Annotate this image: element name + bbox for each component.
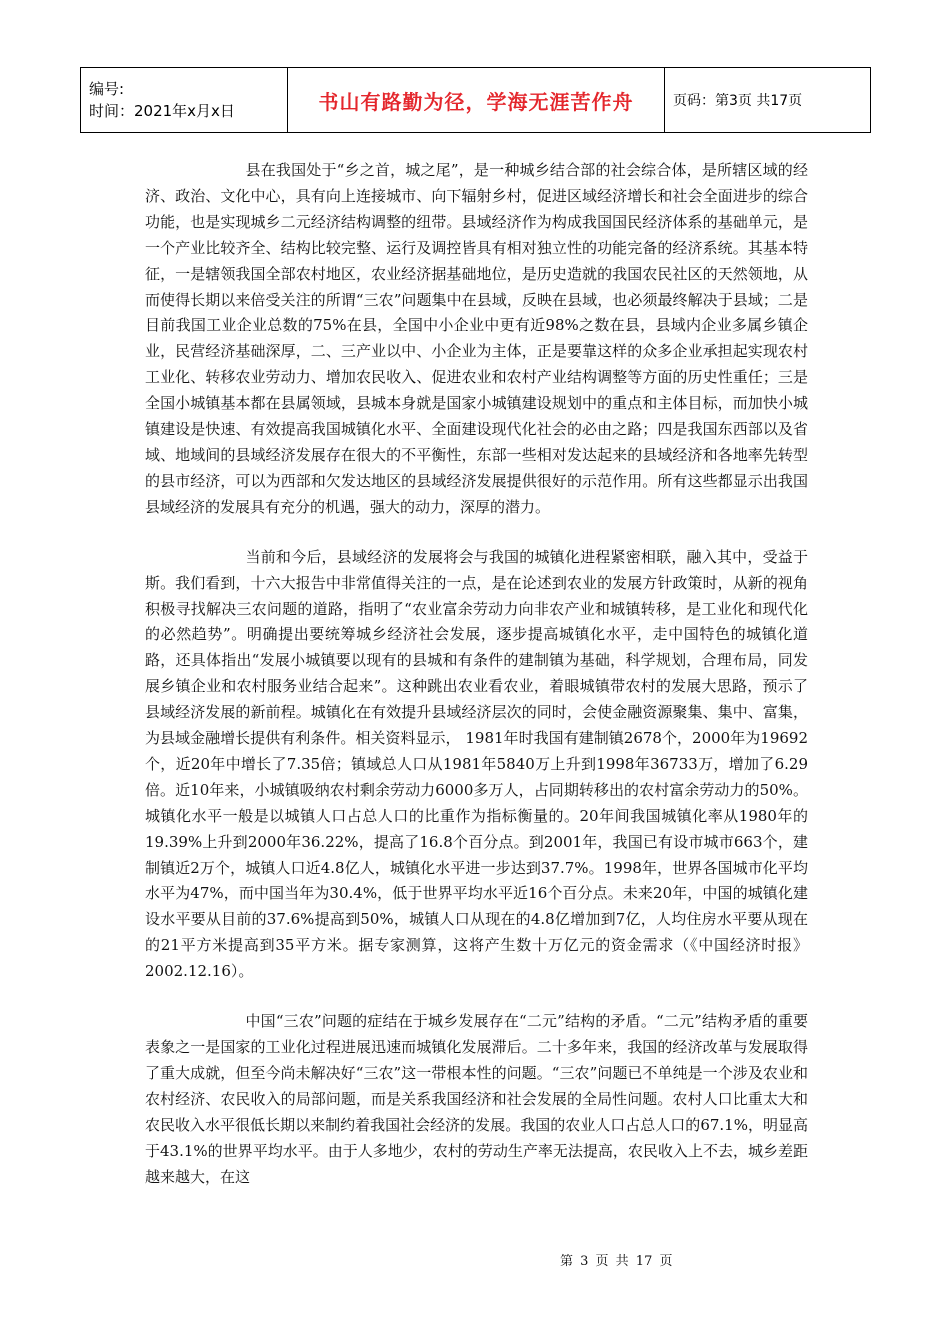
document-number-label: 编号: bbox=[89, 80, 125, 98]
header-motto: 书山有路勤为径，学海无涯苦作舟 bbox=[288, 68, 665, 133]
header-page-info: 页码：第3页 共17页 bbox=[665, 68, 871, 133]
header-table bbox=[80, 67, 871, 133]
paragraph-2: 当前和今后，县域经济的发展将会与我国的城镇化进程紧密相联，融入其中，受益于斯。我们看到，十六大报告中非常值得关注的一点，是在论述到农业的发展方针政策时，从新的视角积极寻找解决三农问题的道路，指明了“农业富余劳动力向非农产业和城镇转移，是工业化和现代化的必然趋势”。明确提出要统筹城乡经济社会发展，逐步提高城镇化水平，走中国特色的城镇化道路，还具体指出“发展小城镇要以现有的县城和有条件的建制镇为基础，科学规划，合理布局，同发展乡镇企业和农村服务业结合起来”。这种跳出农业看农业，着眼城镇带农村的发展大思路，预示了县域经济发展的新前程。城镇化在有效提升县域经济层次的同时，会使金融资源聚集、集中、富集，为县域金融增长提供有利条件。相关资料显示， 1981年时我国有建制镇2678个，2000年为19692个，近20年中增长了7.35倍；镇域总人口从1981年5840万上升到1998年36733万，增加了6.29倍。近10年来，小城镇吸纳农村剩余劳动力6000多万人，占同期转移出的农村富余劳动力的50%。城镇化水平一般是以城镇人口占总人口的比重作为指标衡量的。20年间我国城镇化率从1980年的19.39%上升到2000年36.22%，提高了16.8个百分点。到2001年，我国已有设市城市663个，建制镇近2万个，城镇人口近4.8亿人，城镇化水平进一步达到37.7%。1998年，世界各国城市化平均水平为47%，而中国当年为30.4%，低于世界平均水平近16个百分点。未来20年，中国的城镇化建设水平要从目前的37.6%提高到50%，城镇人口从现在的4.8亿增加到7亿，人均住房水平要从现在的21平方米提高到35平方米。据专家测算，这将产生数十万亿元的资金需求（《中国经济时报》2002.12.16）。 bbox=[145, 547, 808, 981]
paragraph-1: 县在我国处于“乡之首，城之尾”，是一种城乡结合部的社会综合体，是所辖区域的经济、政治、文化中心，具有向上连接城市、向下辐射乡村，促进区域经济增长和社会全面进步的综合功能，也是实现城乡二元经济结构调整的纽带。县域经济作为构成我国国民经济体系的基础单元，是一个产业比较齐全、结构比较完整、运行及调控皆具有相对独立性的功能完备的经济系统。其基本特征，一是辖领我国全部农村地区，农业经济据基础地位，是历史造就的我国农民社区的天然领地，从而使得长期以来倍受关注的所谓“三农”问题集中在县域，反映在县域，也必须最终解决于县域；二是目前我国工业企业总数的75%在县，全国中小企业中更有近98%之数在县，县域内企业多属乡镇企业，民营经济基础深厚，二、三产业以中、小企业为主体，正是要靠这样的众多企业承担起实现农村工业化、转移农业劳动力、增加农民收入、促进农业和农村产业结构调整等方面的历史性重任；三是全国小城镇基本都在县属领域，县城本身就是国家小城镇建设规划中的重点和主体目标，而加快小城镇建设是快速、有效提高我国城镇化水平、全面建设现代化社会的必由之路；四是我国东西部以及省域、地域间的县域经济发展存在很大的不平衡性，东部一些相对发达起来的县域经济和各地率先转型的县市经济，可以为西部和欠发达地区的县域经济发展提供很好的示范作用。所有这些都显示出我国县域经济的发展具有充分的机遇，强大的动力，深厚的潜力。 bbox=[145, 161, 808, 516]
paragraph-3: 中国“三农”问题的症结在于城乡发展存在“二元”结构的矛盾。“二元”结构矛盾的重要表象之一是国家的工业化过程进展迅速而城镇化发展滞后。二十多年来，我国的经济改革与发展取得了重大成就，但至今尚未解决好“三农”这一带根本性的问题。“三农”问题已不单纯是一个涉及农业和农村经济、农民收入的局部问题，而是关系我国经济和社会发展的全局性问题。农村人口比重太大和农民收入水平很低长期以来制约着我国社会经济的发展。我国的农业人口占总人口的67.1%，明显高于43.1%的世界平均水平。由于人多地少，农村的劳动生产率无法提高，农民收入上不去，城乡差距越来越大，在这 bbox=[145, 1012, 808, 1186]
document-time-label: 时间：2021年x月x日 bbox=[89, 102, 235, 120]
page-footer: 第 3 页 共 17 页 bbox=[560, 1254, 673, 1269]
header-meta-cell bbox=[81, 68, 288, 133]
document-body bbox=[145, 158, 808, 1190]
